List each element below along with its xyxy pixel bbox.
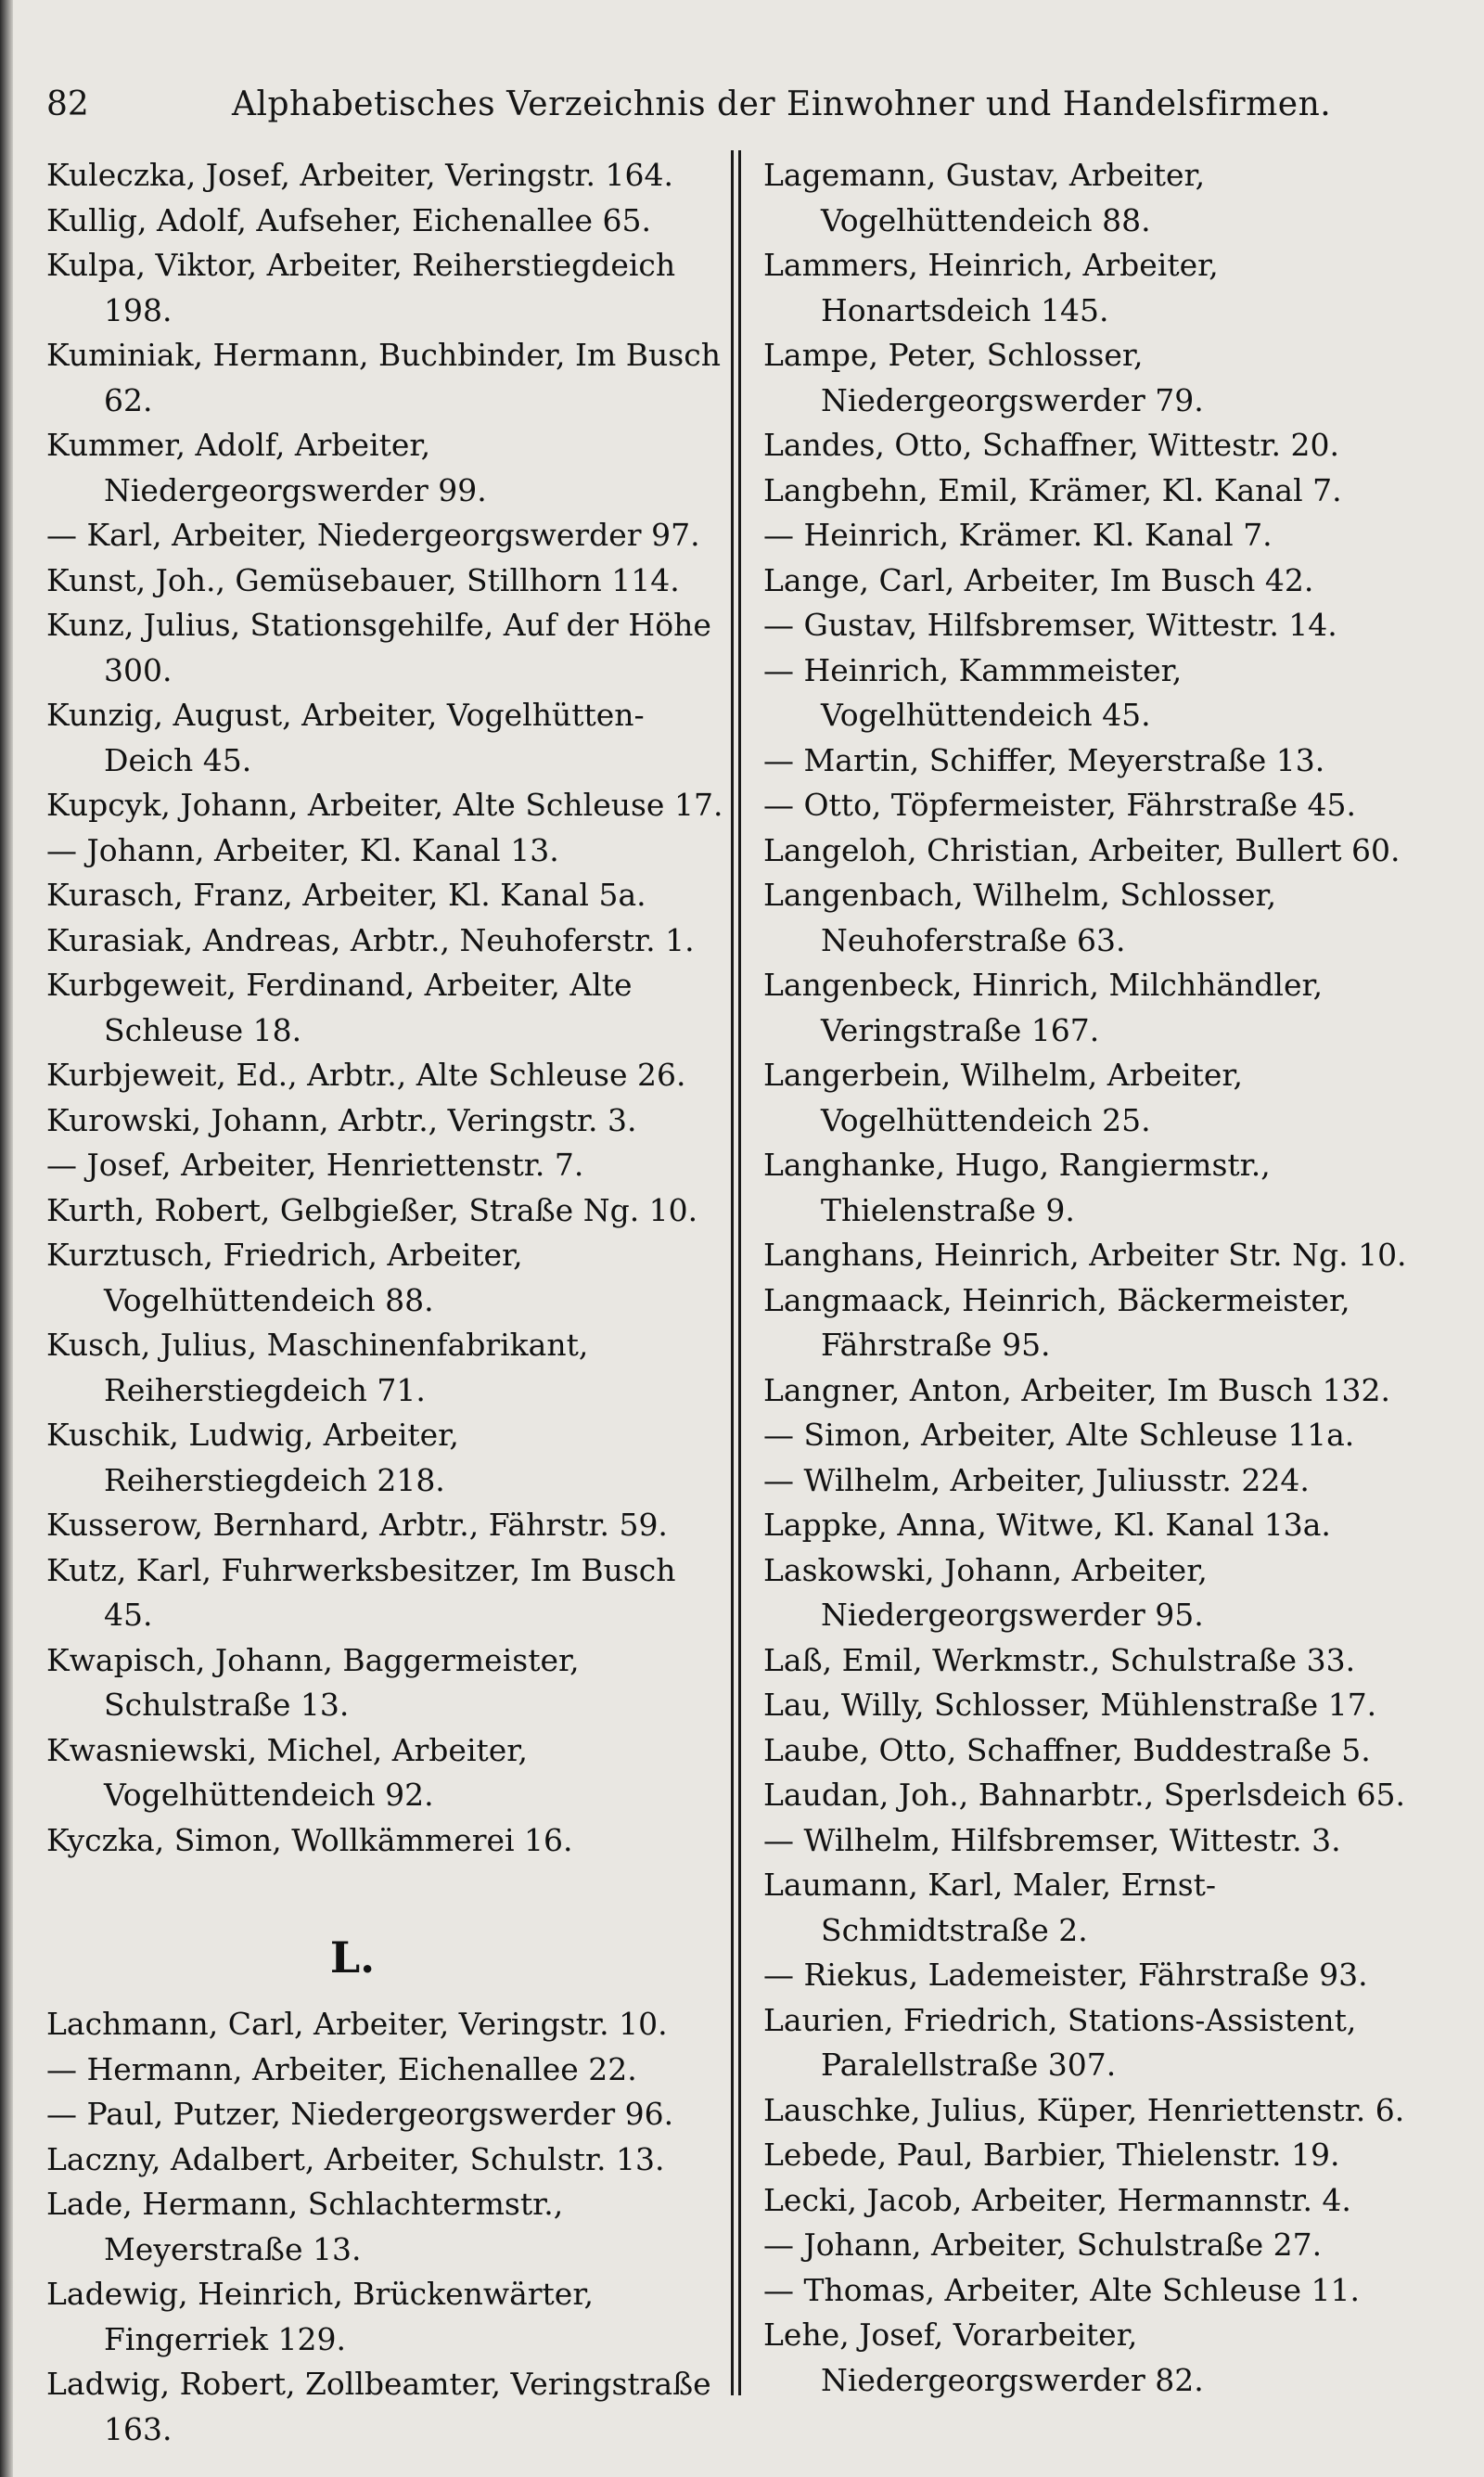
directory-entry: — Wilhelm, Arbeiter, Juliusstr. 224. <box>763 1461 1310 1498</box>
directory-entry: Kunzig, August, Arbeiter, Vogelhütten-Deich 45. <box>46 697 645 778</box>
directory-entry: Lecki, Jacob, Arbeiter, Hermannstr. 4. <box>763 2181 1351 2218</box>
directory-entry: — Johann, Arbeiter, Kl. Kanal 13. <box>46 831 559 868</box>
directory-entry: Laurien, Friedrich, Stations-Assistent, Paralellstraße 307. <box>763 2001 1357 2083</box>
directory-entry: Kurztusch, Friedrich, Arbeiter, Vogelhüttendeich 88. <box>46 1237 523 1318</box>
directory-entry: Kyczka, Simon, Wollkämmerei 16. <box>46 1821 573 1858</box>
directory-entry: Laß, Emil, Werkmstr., Schulstraße 33. <box>763 1641 1356 1678</box>
directory-entry: Langhans, Heinrich, Arbeiter Str. Ng. 10. <box>763 1237 1407 1273</box>
directory-entry: — Wilhelm, Hilfsbremser, Wittestr. 3. <box>763 1821 1341 1858</box>
directory-entry: — Otto, Töpfermeister, Fährstraße 45. <box>763 787 1356 823</box>
directory-entry: Lebede, Paul, Barbier, Thielenstr. 19. <box>763 2137 1340 2173</box>
directory-entry: Kurasiak, Andreas, Arbtr., Neuhoferstr. 1. <box>46 921 695 958</box>
directory-entry: Langner, Anton, Arbeiter, Im Busch 132. <box>763 1371 1391 1408</box>
directory-entry: Ladwig, Robert, Zollbeamter, Veringstraße 163. <box>46 2366 711 2447</box>
directory-entry: — Thomas, Arbeiter, Alte Schleuse 11. <box>763 2271 1361 2308</box>
directory-entry: Lagemann, Gustav, Arbeiter, Vogelhüttendeich 88. <box>763 157 1206 238</box>
directory-entry: Kullig, Adolf, Aufseher, Eichenallee 65. <box>46 201 651 238</box>
directory-entry: Kurth, Robert, Gelbgießer, Straße Ng. 10. <box>46 1191 698 1228</box>
directory-entry: Langmaack, Heinrich, Bäckermeister, Fährstraße 95. <box>763 1281 1350 1363</box>
directory-entry: Laumann, Karl, Maler, Ernst-Schmidtstraße 2. <box>763 1867 1217 1948</box>
directory-entry: Kurasch, Franz, Arbeiter, Kl. Kanal 5a. <box>46 877 646 913</box>
directory-entry: Landes, Otto, Schaffner, Wittestr. 20. <box>763 427 1339 463</box>
directory-entry: — Paul, Putzer, Niedergeorgswerder 96. <box>46 2096 674 2132</box>
directory-entry: Kutz, Karl, Fuhrwerksbesitzer, Im Busch 45. <box>46 1551 676 1633</box>
directory-entry: — Josef, Arbeiter, Henriettenstr. 7. <box>46 1147 584 1183</box>
directory-entry: — Hermann, Arbeiter, Eichenallee 22. <box>46 2050 637 2087</box>
directory-entry: — Karl, Arbeiter, Niedergeorgswerder 97. <box>46 517 700 553</box>
directory-entry: Langenbeck, Hinrich, Milchhändler, Veringstraße 167. <box>763 967 1324 1048</box>
directory-entry: — Gustav, Hilfsbremser, Wittestr. 14. <box>763 607 1337 643</box>
directory-entry: Kuminiak, Hermann, Buchbinder, Im Busch 62. <box>46 337 721 418</box>
page-edge-shadow <box>0 0 13 2477</box>
directory-entry: — Heinrich, Krämer. Kl. Kanal 7. <box>763 517 1273 553</box>
directory-entry: Lauschke, Julius, Küper, Henriettenstr. 6. <box>763 2091 1405 2128</box>
directory-entry: Ladewig, Heinrich, Brückenwärter, Fingerriek 129. <box>46 2276 594 2357</box>
left-column <box>46 153 723 2452</box>
page-title: Alphabetisches Verzeichnis der Einwohner und Handelsfirmen. <box>232 85 1332 123</box>
directory-entry: Lehe, Josef, Vorarbeiter, Niedergeorgswerder 82. <box>763 2317 1204 2398</box>
directory-entry: Langbehn, Emil, Krämer, Kl. Kanal 7. <box>763 471 1342 508</box>
directory-entry: — Johann, Arbeiter, Schulstraße 27. <box>763 2227 1323 2263</box>
directory-entry: Kummer, Adolf, Arbeiter, Niedergeorgswerder 99. <box>46 427 487 508</box>
directory-entry: Laube, Otto, Schaffner, Buddestraße 5. <box>763 1731 1371 1768</box>
directory-entry: Kusch, Julius, Maschinenfabrikant, Reiherstiegdeich 71. <box>46 1327 589 1408</box>
directory-entry: Kwapisch, Johann, Baggermeister, Schulstraße 13. <box>46 1641 580 1723</box>
page-number: 82 <box>46 85 89 123</box>
directory-entry: Kusserow, Bernhard, Arbtr., Fährstr. 59. <box>46 1507 668 1543</box>
directory-entry: Langhanke, Hugo, Rangiermstr., Thielenstraße 9. <box>763 1147 1271 1228</box>
directory-entry: Kunz, Julius, Stationsgehilfe, Auf der Höhe 300. <box>46 607 711 688</box>
directory-entry: Langenbach, Wilhelm, Schlosser, Neuhoferstraße 63. <box>763 877 1277 958</box>
directory-entry: Lachmann, Carl, Arbeiter, Veringstr. 10. <box>46 2006 668 2042</box>
directory-entry: — Riekus, Lademeister, Fährstraße 93. <box>763 1957 1368 1993</box>
directory-entry: Lade, Hermann, Schlachtermstr., Meyerstraße 13. <box>46 2186 564 2267</box>
directory-entry: Kunst, Joh., Gemüsebauer, Stillhorn 114. <box>46 561 680 598</box>
right-column <box>763 153 1431 2403</box>
directory-entry: Kurbgeweit, Ferdinand, Arbeiter, Alte Schleuse 18. <box>46 967 633 1048</box>
section-heading-letter: L. <box>329 1932 376 1983</box>
directory-entry: Lange, Carl, Arbeiter, Im Busch 42. <box>763 561 1314 598</box>
directory-entry: Kurbjeweit, Ed., Arbtr., Alte Schleuse 26. <box>46 1057 686 1093</box>
directory-entry: Laudan, Joh., Bahnarbtr., Sperlsdeich 65. <box>763 1777 1406 1813</box>
directory-entry: Lappke, Anna, Witwe, Kl. Kanal 13a. <box>763 1507 1331 1543</box>
page-header <box>46 85 1438 137</box>
directory-entry: — Simon, Arbeiter, Alte Schleuse 11a. <box>763 1417 1355 1453</box>
directory-entry: Kuleczka, Josef, Arbeiter, Veringstr. 164. <box>46 157 673 193</box>
directory-entry: Langeloh, Christian, Arbeiter, Bullert 60. <box>763 831 1401 868</box>
column-divider-line <box>731 150 734 2395</box>
directory-entry: Kupcyk, Johann, Arbeiter, Alte Schleuse 17. <box>46 787 723 823</box>
directory-entry: Laskowski, Johann, Arbeiter, Niedergeorgswerder 95. <box>763 1551 1208 1633</box>
directory-entry: Kurowski, Johann, Arbtr., Veringstr. 3. <box>46 1101 637 1138</box>
column-divider-line <box>738 150 741 2395</box>
directory-entry: Laczny, Adalbert, Arbeiter, Schulstr. 13. <box>46 2140 665 2177</box>
directory-entry: — Heinrich, Kammmeister, Vogelhüttendeich 45. <box>763 651 1183 733</box>
directory-entry: Kulpa, Viktor, Arbeiter, Reiherstiegdeich 198. <box>46 247 676 328</box>
directory-entry: Lau, Willy, Schlosser, Mühlenstraße 17. <box>763 1687 1377 1723</box>
directory-entry: Kuschik, Ludwig, Arbeiter, Reiherstiegdeich 218. <box>46 1417 459 1498</box>
directory-entry: — Martin, Schiffer, Meyerstraße 13. <box>763 741 1325 778</box>
directory-entry: Langerbein, Wilhelm, Arbeiter, Vogelhüttendeich 25. <box>763 1057 1244 1138</box>
directory-entry: Lammers, Heinrich, Arbeiter, Honartsdeich 145. <box>763 247 1219 328</box>
directory-entry: Kwasniewski, Michel, Arbeiter, Vogelhüttendeich 92. <box>46 1731 528 1813</box>
directory-entry: Lampe, Peter, Schlosser, Niedergeorgswerder 79. <box>763 337 1204 418</box>
